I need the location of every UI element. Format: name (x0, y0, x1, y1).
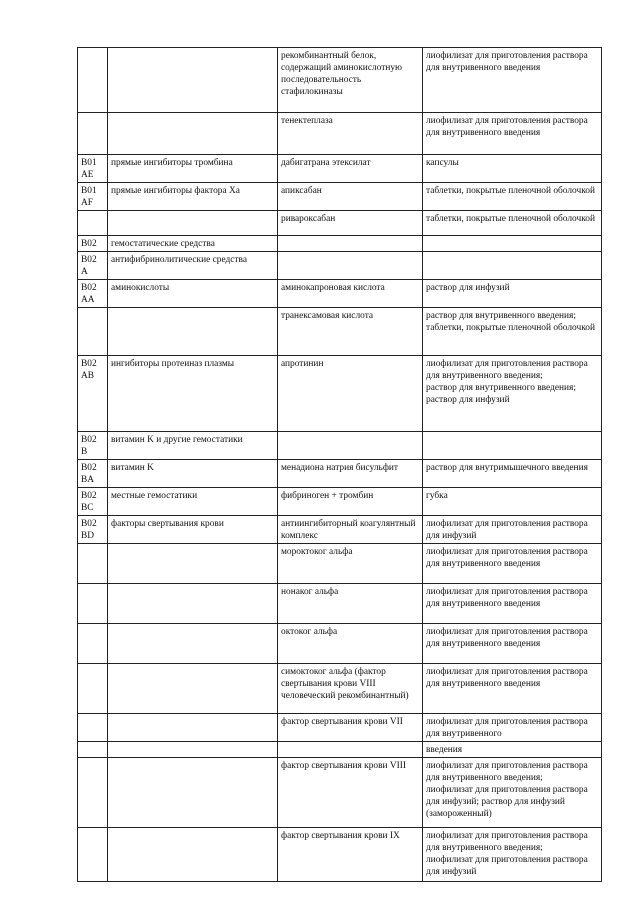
atc-code-text: B02 BD (81, 519, 97, 541)
atc-code-text: B02 BC (81, 491, 97, 513)
drug-name-cell (278, 183, 423, 211)
dosage-form-cell (423, 664, 602, 714)
anatomical-therapeutic-group-text: антифибринолитические средства (111, 255, 247, 265)
dosage-form-text: капсулы (426, 158, 459, 168)
dosage-form-text: раствор для внутривенного введения; таблетки, покрытые пленочной оболочкой (426, 311, 595, 333)
drug-name-cell (278, 758, 423, 828)
anatomical-therapeutic-group-cell (108, 48, 278, 113)
drug-name-cell (278, 252, 423, 280)
dosage-form-text: лиофилизат для приготовления раствора для внутривенного введения (426, 667, 588, 689)
drug-name-cell (278, 624, 423, 664)
atc-code-cell (78, 664, 108, 714)
table-row (78, 516, 602, 544)
dosage-form-text: лиофилизат для приготовления раствора для внутривенного введения (426, 627, 588, 649)
table-row (78, 460, 602, 488)
drug-name-text: тенектеплаза (281, 116, 333, 126)
anatomical-therapeutic-group-text: гемостатические средства (111, 239, 215, 249)
table-row (78, 308, 602, 356)
atc-code-cell (78, 155, 108, 183)
drug-name-cell (278, 280, 423, 308)
dosage-form-text: раствор для инфузий (426, 283, 510, 293)
table-row (78, 544, 602, 584)
table-row (78, 280, 602, 308)
dosage-form-cell (423, 714, 602, 742)
atc-code-cell (78, 488, 108, 516)
dosage-form-text: лиофилизат для приготовления раствора для внутривенного введения; раствор для внутривенного введения; раствор для инфузий (426, 359, 588, 405)
dosage-form-cell (423, 488, 602, 516)
drug-name-text: мороктоког альфа (281, 547, 353, 557)
dosage-form-cell (423, 584, 602, 624)
dosage-form-cell (423, 211, 602, 236)
dosage-form-text: лиофилизат для приготовления раствора для внутривенного введения; лиофилизат для приготовления раствора для инфузий; раствор для инфузий (замороженный) (426, 761, 588, 819)
anatomical-therapeutic-group-cell (108, 828, 278, 882)
drug-name-cell (278, 356, 423, 432)
dosage-form-cell (423, 183, 602, 211)
atc-code-cell (78, 432, 108, 460)
table-row (78, 113, 602, 155)
dosage-form-cell (423, 48, 602, 113)
table-row (78, 828, 602, 882)
atc-code-cell (78, 742, 108, 758)
anatomical-therapeutic-group-cell (108, 624, 278, 664)
dosage-form-text: лиофилизат для приготовления раствора для внутривенного (426, 717, 588, 739)
table-row (78, 742, 602, 758)
anatomical-therapeutic-group-cell (108, 183, 278, 211)
anatomical-therapeutic-group-cell (108, 664, 278, 714)
drug-name-text: менадиона натрия бисульфит (281, 463, 399, 473)
anatomical-therapeutic-group-cell (108, 488, 278, 516)
table-row (78, 155, 602, 183)
dosage-form-cell (423, 742, 602, 758)
table-row (78, 624, 602, 664)
atc-code-cell (78, 113, 108, 155)
drug-name-cell (278, 516, 423, 544)
dosage-form-text: лиофилизат для приготовления раствора для внутривенного введения (426, 587, 588, 609)
drug-name-cell (278, 308, 423, 356)
dosage-form-cell (423, 828, 602, 882)
atc-code-cell (78, 236, 108, 252)
dosage-form-cell (423, 236, 602, 252)
dosage-form-text: лиофилизат для приготовления раствора для внутривенного введения; лиофилизат для приготовления раствора для инфузий (426, 831, 588, 877)
atc-code-text: B02 (81, 239, 97, 249)
drug-name-cell (278, 742, 423, 758)
anatomical-therapeutic-group-cell (108, 742, 278, 758)
anatomical-therapeutic-group-text: местные гемостатики (111, 491, 198, 501)
dosage-form-text: таблетки, покрытые пленочной оболочкой (426, 214, 595, 224)
drug-name-text: антиингибиторный коагулянтный комплекс (281, 519, 416, 541)
atc-code-text: B02 A (81, 255, 97, 277)
drug-name-text: симоктоког альфа (фактор свертывания крови VIII человеческий рекомбинантный) (281, 667, 409, 701)
anatomical-therapeutic-group-text: прямые ингибиторы фактора Xa (111, 186, 240, 196)
table-row (78, 183, 602, 211)
dosage-form-cell (423, 308, 602, 356)
table-row (78, 48, 602, 113)
table-row (78, 356, 602, 432)
dosage-form-text: лиофилизат для приготовления раствора для инфузий (426, 519, 588, 541)
atc-code-cell (78, 183, 108, 211)
dosage-form-cell (423, 280, 602, 308)
anatomical-therapeutic-group-cell (108, 544, 278, 584)
dosage-form-text: лиофилизат для приготовления раствора для внутривенного введения (426, 51, 588, 73)
dosage-form-text: таблетки, покрытые пленочной оболочкой (426, 186, 595, 196)
anatomical-therapeutic-group-cell (108, 714, 278, 742)
anatomical-therapeutic-group-text: прямые ингибиторы тромбина (111, 158, 233, 168)
drug-name-cell (278, 828, 423, 882)
drug-name-cell (278, 211, 423, 236)
table-row (78, 664, 602, 714)
drug-name-cell (278, 664, 423, 714)
anatomical-therapeutic-group-text: витамин K и другие гемостатики (111, 435, 243, 445)
atc-code-text: B02 BA (81, 463, 97, 485)
drug-name-text: октоког альфа (281, 627, 338, 637)
drug-name-text: рекомбинантный белок, содержащий аминокислотную последовательность стафилокиназы (281, 51, 403, 97)
drug-name-cell (278, 714, 423, 742)
atc-code-cell (78, 758, 108, 828)
atc-code-text: B02 AA (81, 283, 97, 305)
table-body (78, 48, 602, 882)
dosage-form-cell (423, 432, 602, 460)
drug-name-text: аминокапроновая кислота (281, 283, 385, 293)
atc-code-text: B02 AB (81, 359, 97, 381)
atc-code-cell (78, 624, 108, 664)
dosage-form-text: лиофилизат для приготовления раствора для внутривенного введения (426, 116, 588, 138)
anatomical-therapeutic-group-cell (108, 356, 278, 432)
drug-name-cell (278, 460, 423, 488)
anatomical-therapeutic-group-text: аминокислоты (111, 283, 170, 293)
table-row (78, 432, 602, 460)
dosage-form-cell (423, 758, 602, 828)
anatomical-therapeutic-group-cell (108, 155, 278, 183)
drug-name-text: апротинин (281, 359, 324, 369)
drug-name-text: нонаког альфа (281, 587, 339, 597)
table-row (78, 236, 602, 252)
atc-code-cell (78, 460, 108, 488)
drug-name-cell (278, 155, 423, 183)
drug-name-cell (278, 584, 423, 624)
atc-code-cell (78, 211, 108, 236)
drug-name-text: фибриноген + тромбин (281, 491, 374, 501)
atc-code-cell (78, 48, 108, 113)
drug-name-cell (278, 432, 423, 460)
dosage-form-text: раствор для внутримышечного введения (426, 463, 588, 473)
anatomical-therapeutic-group-text: витамин K (111, 463, 154, 473)
dosage-form-cell (423, 544, 602, 584)
drug-name-text: фактор свертывания крови VIII (281, 761, 407, 771)
anatomical-therapeutic-group-cell (108, 516, 278, 544)
atc-code-text: B01 AE (81, 158, 97, 180)
dosage-form-text: введения (426, 745, 463, 755)
anatomical-therapeutic-group-cell (108, 460, 278, 488)
atc-code-cell (78, 356, 108, 432)
table-row (78, 714, 602, 742)
table-row (78, 584, 602, 624)
dosage-form-cell (423, 356, 602, 432)
drug-name-cell (278, 48, 423, 113)
dosage-form-cell (423, 252, 602, 280)
anatomical-therapeutic-group-cell (108, 236, 278, 252)
dosage-form-cell (423, 460, 602, 488)
drug-name-text: фактор свертывания крови IX (281, 831, 400, 841)
atc-code-cell (78, 308, 108, 356)
drug-name-text: апиксабан (281, 186, 322, 196)
drug-name-cell (278, 544, 423, 584)
atc-code-text: B01 AF (81, 186, 97, 208)
dosage-form-cell (423, 516, 602, 544)
dosage-form-cell (423, 624, 602, 664)
drug-name-text: ривароксабан (281, 214, 336, 224)
table-row (78, 252, 602, 280)
atc-code-cell (78, 280, 108, 308)
anatomical-therapeutic-group-cell (108, 280, 278, 308)
anatomical-therapeutic-group-cell (108, 758, 278, 828)
dosage-form-cell (423, 113, 602, 155)
atc-code-cell (78, 584, 108, 624)
anatomical-therapeutic-group-cell (108, 252, 278, 280)
drug-name-text: дабигатрана этексилат (281, 158, 371, 168)
drug-name-cell (278, 113, 423, 155)
table-row (78, 758, 602, 828)
drug-name-text: транексамовая кислота (281, 311, 374, 321)
anatomical-therapeutic-group-cell (108, 584, 278, 624)
table-row (78, 211, 602, 236)
drug-name-cell (278, 236, 423, 252)
dosage-form-text: лиофилизат для приготовления раствора для внутривенного введения (426, 547, 588, 569)
atc-code-cell (78, 252, 108, 280)
table-row (78, 488, 602, 516)
anatomical-therapeutic-group-text: факторы свертывания крови (111, 519, 224, 529)
anatomical-therapeutic-group-cell (108, 308, 278, 356)
dosage-form-cell (423, 155, 602, 183)
atc-code-cell (78, 544, 108, 584)
anatomical-therapeutic-group-text: ингибиторы протеиназ плазмы (111, 359, 235, 369)
anatomical-therapeutic-group-cell (108, 432, 278, 460)
atc-code-cell (78, 714, 108, 742)
dosage-form-text: губка (426, 491, 448, 501)
atc-code-cell (78, 828, 108, 882)
drug-name-cell (278, 488, 423, 516)
atc-code-text: B02 B (81, 435, 97, 457)
atc-code-cell (78, 516, 108, 544)
drug-classification-table (77, 47, 602, 882)
anatomical-therapeutic-group-cell (108, 113, 278, 155)
drug-name-text: фактор свертывания крови VII (281, 717, 403, 727)
anatomical-therapeutic-group-cell (108, 211, 278, 236)
